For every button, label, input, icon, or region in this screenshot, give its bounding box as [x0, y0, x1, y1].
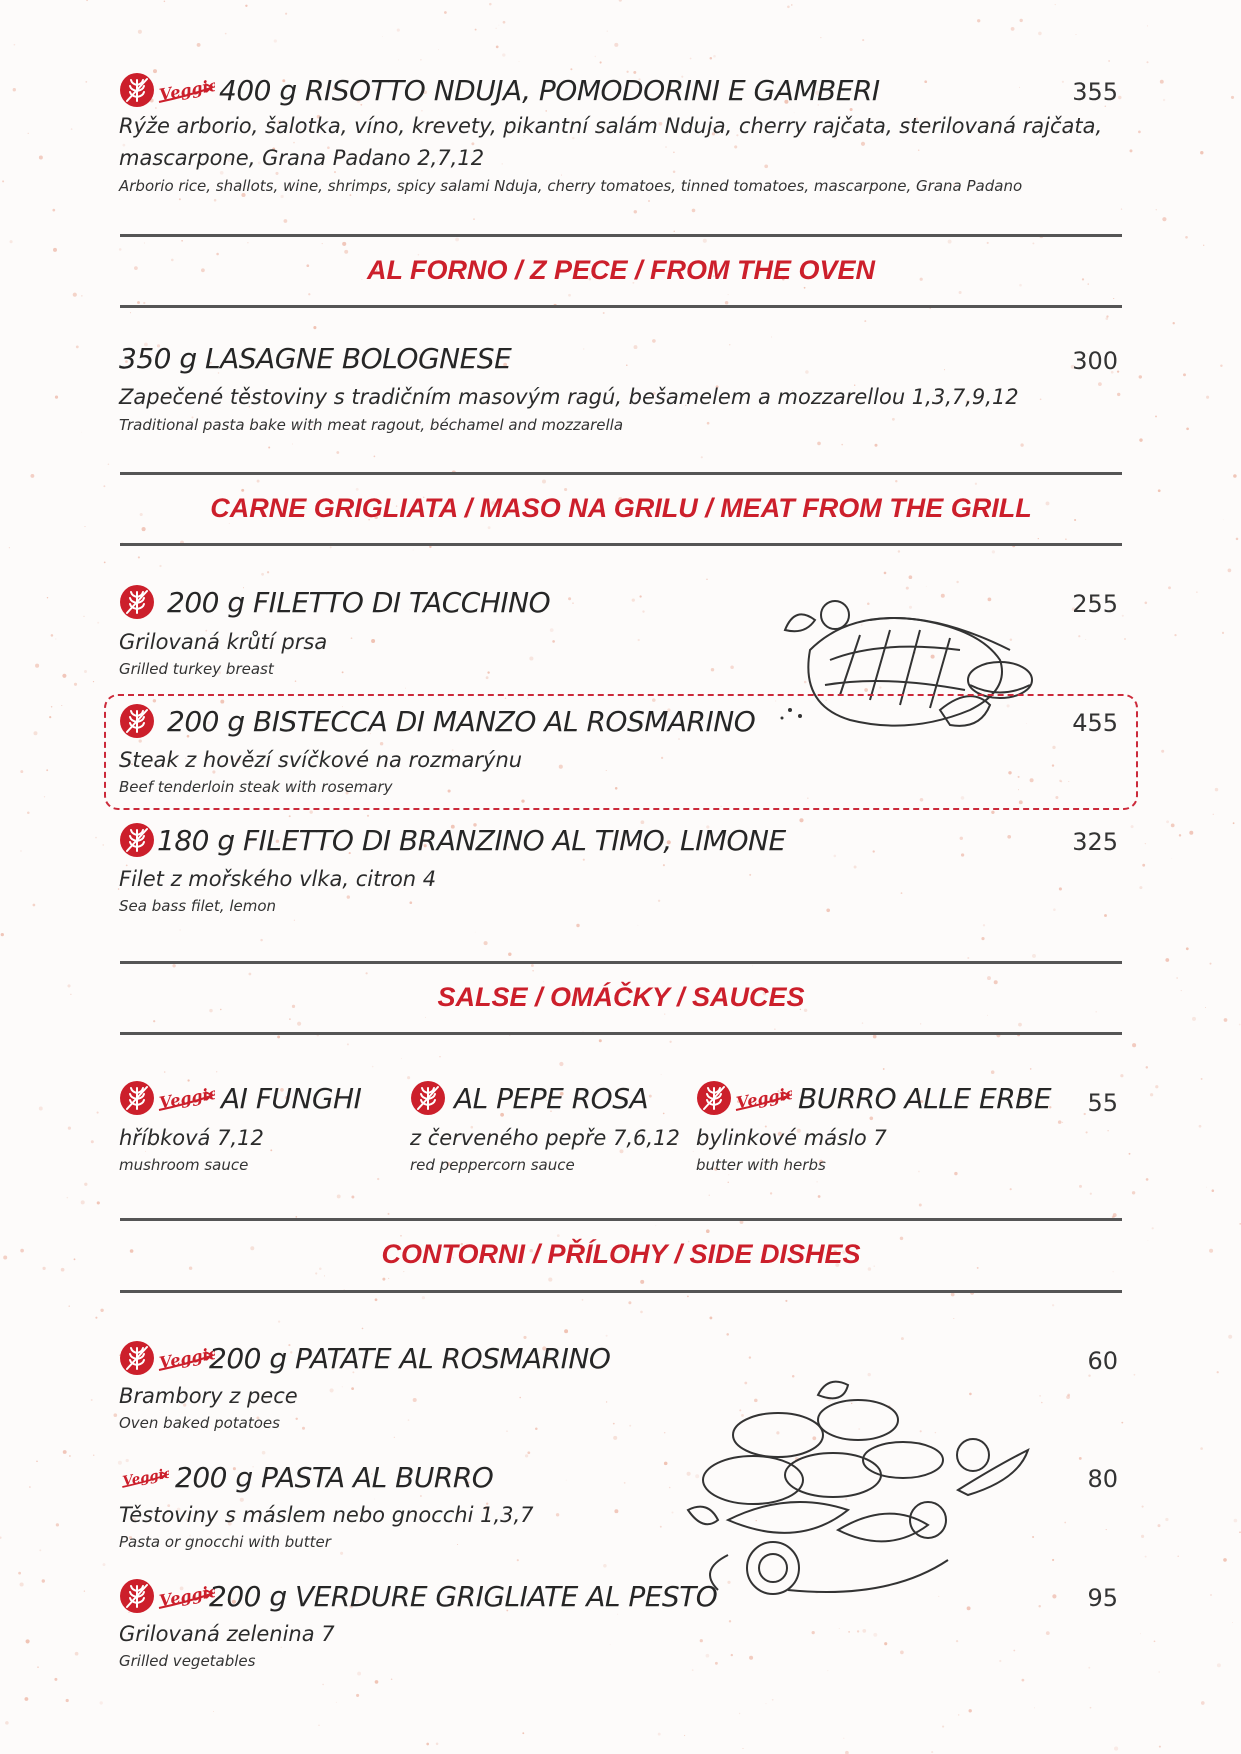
section-heading: CONTORNI / PŘÍLOHY / SIDE DISHES: [381, 1239, 861, 1269]
item-price: 80: [1087, 1465, 1118, 1493]
item-title: 200 g VERDURE GRIGLIATE AL PESTO: [209, 1579, 718, 1613]
item-desc-en: Pasta or gnocchi with butter: [119, 1533, 331, 1551]
item-desc-cz: hříbková 7,12: [119, 1126, 264, 1150]
item-desc-en: red peppercorn sauce: [410, 1156, 575, 1174]
item-desc-cz: Grilovaná zelenina 7: [119, 1622, 335, 1646]
item-desc-cz: Zapečené těstoviny s tradičním masovým ragú, bešamelem a mozzarellou 1,3,7,9,12: [119, 385, 1019, 409]
item-price: 55: [1087, 1089, 1118, 1117]
tacchino-item: [119, 584, 550, 620]
item-desc-en: mushroom sauce: [119, 1156, 249, 1174]
item-desc-en: Traditional pasta bake with meat ragout, béchamel and mozzarella: [119, 416, 624, 434]
gluten-free-icon: [119, 703, 155, 739]
item-price: 300: [1072, 347, 1118, 375]
section-divider: [120, 472, 1122, 475]
gluten-free-icon: [410, 1080, 446, 1116]
item-price: 60: [1087, 1347, 1118, 1375]
item-desc-en: butter with herbs: [696, 1156, 826, 1174]
gluten-free-icon: [119, 822, 155, 858]
gluten-free-icon: [119, 72, 155, 108]
gluten-free-icon: [119, 1080, 155, 1116]
verdure-item: [119, 1578, 717, 1614]
item-price: 325: [1072, 828, 1118, 856]
veggie-icon: [155, 1080, 215, 1116]
veggie-icon: [155, 1340, 215, 1376]
section-divider: [120, 961, 1122, 964]
item-title: 200 g PATATE AL ROSMARINO: [209, 1341, 611, 1375]
item-desc-cz: Grilovaná krůtí prsa: [119, 630, 328, 654]
item-price: 95: [1087, 1584, 1118, 1612]
gluten-free-icon: [119, 1578, 155, 1614]
item-desc-en: Grilled vegetables: [119, 1652, 256, 1670]
item-desc-en: Grilled turkey breast: [119, 660, 274, 678]
section-heading: CARNE GRIGLIATA / MASO NA GRILU / MEAT FROM THE GRILL: [210, 493, 1032, 523]
item-title: 180 g FILETTO DI BRANZINO AL TIMO, LIMONE: [157, 823, 786, 857]
item-title: BURRO ALLE ERBE: [798, 1081, 1052, 1115]
veggie-icon: [732, 1080, 792, 1116]
section-divider: [120, 1290, 1122, 1293]
sauce-funghi: [119, 1080, 361, 1116]
patate-item: [119, 1340, 610, 1376]
veggie-icon: [155, 72, 215, 108]
section-heading: AL FORNO / Z PECE / FROM THE OVEN: [366, 255, 876, 285]
item-desc-cz: Brambory z pece: [119, 1384, 298, 1408]
item-desc-en: Oven baked potatoes: [119, 1414, 280, 1432]
gluten-free-icon: [119, 584, 155, 620]
item-desc-cz: Rýže arborio, šalotka, víno, krevety, pikantní salám Nduja, cherry rajčata, sterilovaná rajčata,: [119, 114, 1103, 138]
item-desc-en: Beef tenderloin steak with rosemary: [119, 778, 393, 796]
gluten-free-icon: [696, 1080, 732, 1116]
section-divider: [120, 543, 1122, 546]
section-divider: [120, 305, 1122, 308]
item-desc-cz: Steak z hovězí svíčkové na rozmarýnu: [119, 748, 523, 772]
risotto-item: [119, 72, 880, 108]
veggie-icon: [155, 1578, 215, 1614]
item-desc-cz: Filet z mořského vlka, citron 4: [119, 867, 437, 891]
veggie-icon: [119, 1459, 169, 1495]
item-title: 350 g LASAGNE BOLOGNESE: [119, 342, 512, 375]
item-title: 400 g RISOTTO NDUJA, POMODORINI E GAMBERI: [219, 73, 880, 107]
item-desc-cz: Těstoviny s máslem nebo gnocchi 1,3,7: [119, 1503, 534, 1527]
section-divider: [120, 1218, 1122, 1221]
pasta-item: [119, 1459, 493, 1495]
item-price: 255: [1072, 590, 1118, 618]
item-title: 200 g PASTA AL BURRO: [175, 1460, 494, 1494]
branzino-item: [119, 822, 786, 858]
item-desc-en: Sea bass filet, lemon: [119, 897, 277, 915]
section-heading: SALSE / OMÁČKY / SAUCES: [437, 982, 805, 1012]
sauce-pepe-rosa: [410, 1080, 648, 1116]
section-divider: [120, 1032, 1122, 1035]
gluten-free-icon: [119, 1340, 155, 1376]
item-price: 455: [1072, 709, 1118, 737]
item-desc-en: Arborio rice, shallots, wine, shrimps, spicy salami Nduja, cherry tomatoes, tinned tomatoes, mascarpone, Grana Padano: [119, 177, 1023, 195]
section-divider: [120, 234, 1122, 237]
item-title: 200 g BISTECCA DI MANZO AL ROSMARINO: [167, 704, 756, 738]
bistecca-item: [119, 703, 755, 739]
item-desc-cz: bylinkové máslo 7: [696, 1126, 887, 1150]
item-title: 200 g FILETTO DI TACCHINO: [167, 585, 551, 619]
item-desc-cz: z červeného pepře 7,6,12: [410, 1126, 680, 1150]
item-title: AI FUNGHI: [221, 1081, 362, 1115]
item-title: AL PEPE ROSA: [454, 1081, 649, 1115]
item-desc-cz: mascarpone, Grana Padano 2,7,12: [119, 146, 485, 170]
potatoes-illustration: [668, 1380, 1058, 1610]
item-price: 355: [1072, 78, 1118, 106]
